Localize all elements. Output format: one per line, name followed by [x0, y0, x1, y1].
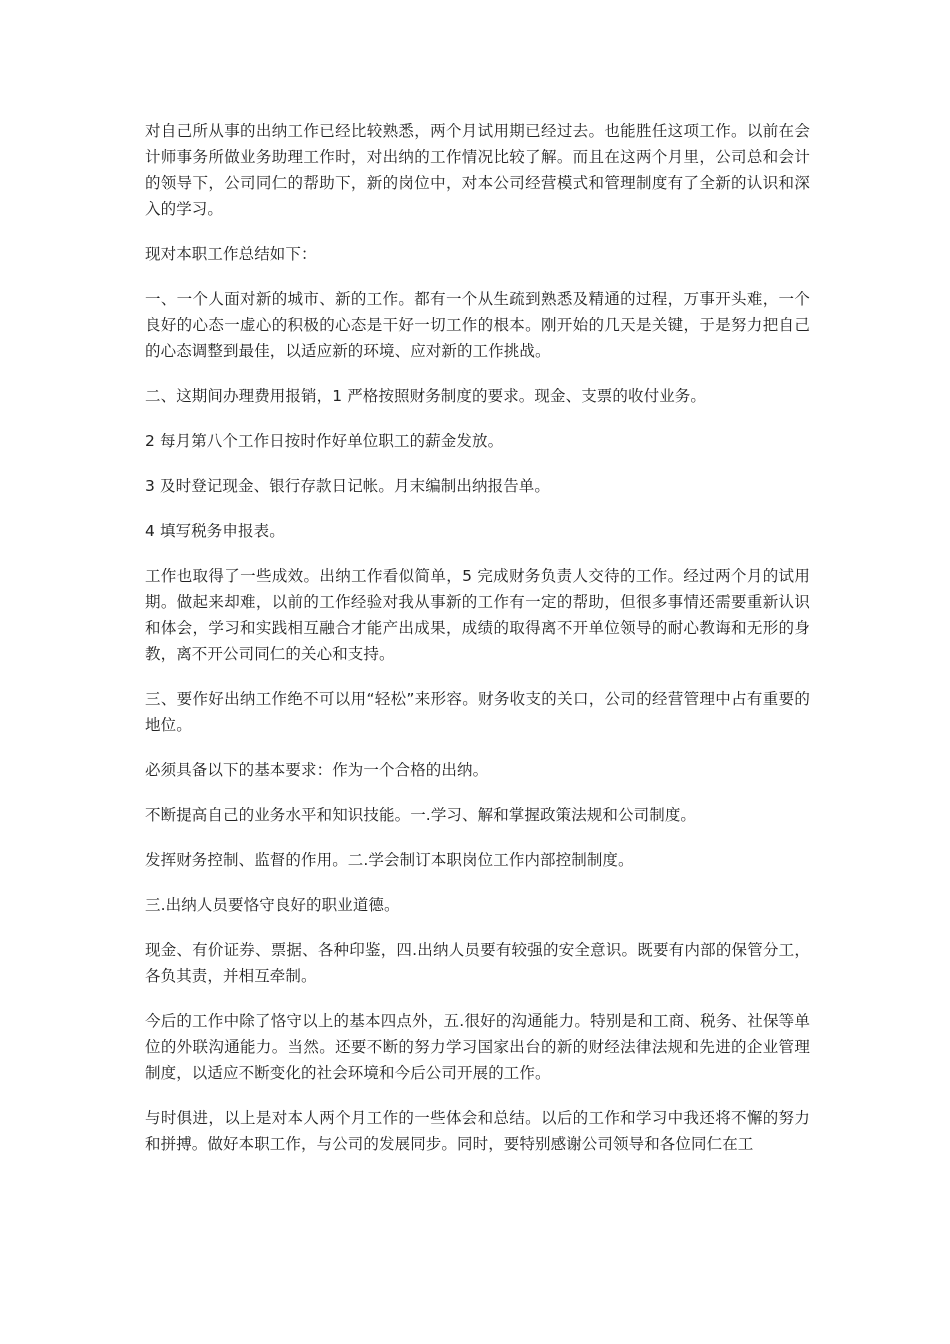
- document-body: [145, 118, 810, 1176]
- paragraph-summary-heading: 现对本职工作总结如下：: [145, 245, 317, 263]
- paragraph-section-1: 一、一个人面对新的城市、新的工作。都有一个从生疏到熟悉及精通的过程，万事开头难，一个良好的心态一虚心的积极的心态是干好一切工作的根本。刚开始的几天是关键，于是努力把自己的心态调整到最佳，以适应新的环境、应对新的工作挑战。: [145, 290, 810, 360]
- paragraph-item-4: 4 填写税务申报表。: [145, 522, 285, 540]
- paragraph-section-3: 三、要作好出纳工作绝不可以用“轻松”来形容。财务收支的关口，公司的经营管理中占有重要的地位。: [145, 690, 810, 734]
- paragraph-intro: 对自己所从事的出纳工作已经比较熟悉，两个月试用期已经过去。也能胜任这项工作。以前在会计师事务所做业务助理工作时，对出纳的工作情况比较了解。而且在这两个月里，公司总和会计的领导下，公司同仁的帮助下，新的岗位中，对本公司经营模式和管理制度有了全新的认识和深入的学习。: [145, 122, 810, 218]
- paragraph-requirements: 必须具备以下的基本要求：作为一个合格的出纳。: [145, 761, 489, 779]
- paragraph-section-2: 二、这期间办理费用报销，1 严格按照财务制度的要求。现金、支票的收付业务。: [145, 387, 706, 405]
- paragraph-requirement-1: 不断提高自己的业务水平和知识技能。一.学习、解和掌握政策法规和公司制度。: [145, 806, 697, 824]
- paragraph-item-2: 2 每月第八个工作日按时作好单位职工的薪金发放。: [145, 432, 504, 450]
- paragraph-requirement-4: 现金、有价证券、票据、各种印鉴，四.出纳人员要有较强的安全意识。既要有内部的保管分工，各负其责，并相互牵制。: [145, 941, 810, 985]
- paragraph-closing: 与时俱进，以上是对本人两个月工作的一些体会和总结。以后的工作和学习中我还将不懈的努力和拼搏。做好本职工作，与公司的发展同步。同时，要特别感谢公司领导和各位同仁在工: [145, 1109, 810, 1153]
- paragraph-requirement-3: 三.出纳人员要恪守良好的职业道德。: [145, 896, 400, 914]
- paragraph-requirement-5: 今后的工作中除了恪守以上的基本四点外，五.很好的沟通能力。特别是和工商、税务、社保等单位的外联沟通能力。当然。还要不断的努力学习国家出台的新的财经法律法规和先进的企业管理制度，以适应不断变化的社会环境和今后公司开展的工作。: [145, 1012, 810, 1082]
- paragraph-results: 工作也取得了一些成效。出纳工作看似简单，5 完成财务负责人交待的工作。经过两个月的试用期。做起来却难，以前的工作经验对我从事新的工作有一定的帮助，但很多事情还需要重新认识和体会，学习和实践相互融合才能产出成果，成绩的取得离不开单位领导的耐心教诲和无形的身教，离不开公司同仁的关心和支持。: [145, 567, 810, 663]
- paragraph-requirement-2: 发挥财务控制、监督的作用。二.学会制订本职岗位工作内部控制制度。: [145, 851, 634, 869]
- paragraph-item-3: 3 及时登记现金、银行存款日记帐。月末编制出纳报告单。: [145, 477, 550, 495]
